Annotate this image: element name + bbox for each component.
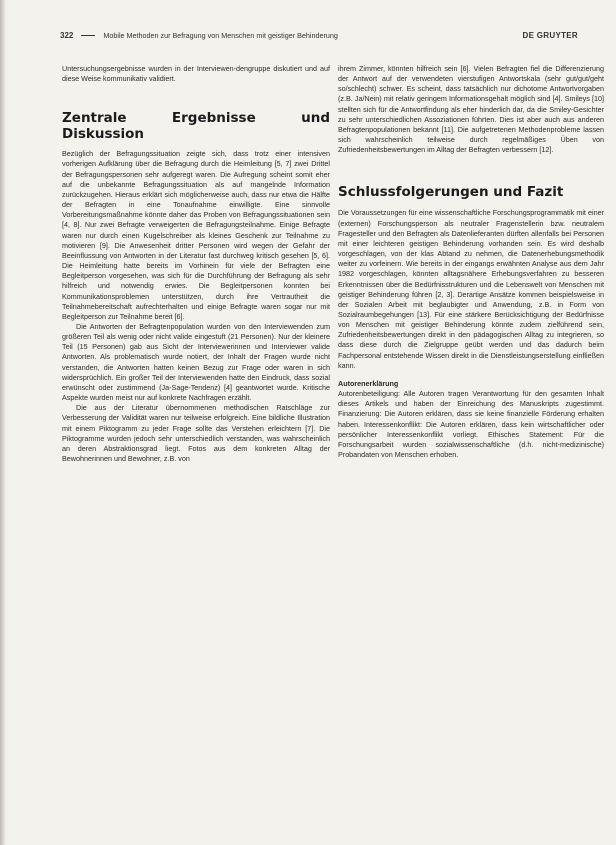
section-heading-conclusion: Schlussfolgerungen und Fazit xyxy=(338,184,564,201)
running-title: Mobile Methoden zur Befragung von Menschen mit geistiger Behinderung xyxy=(103,30,338,40)
results-paragraph-1: Bezüglich der Befragungssituation zeigte sich, dass trotz einer intensiven vorherigen Aufklärung über die Befragung durch die Heimleitung [5, 7] zwei Drittel der Befragungspersonen sehr aufgeregt waren. Die Aufregung scheint somit eher auf die unbekannte Befragungssituation als auf mangelnde Information zurückzugehen. Hieraus erklärt sich möglicherweise auch, dass nur etwa die Hälfte der Befragten in eine Tonaufnahme einwilligte. Eine sinnvolle Vorbereitungsmaßnahme könnte daher das Proben von Befragungssituationen sein [4, 8]. Nur zwei Befragte verweigerten die Befragungsteilnahme. Einige Befragte waren nur durch einen Kugelschreiber als kleines Geschenk zur Teilnahme zu motivieren [9]. Die Anwesenheit dritter Personen wird wegen der Gefahr der Beeinflussung von Antworten in der Literatur fast durchweg kritisch gesehen [5, 6]. Die Heimleitung hatte bereits im Vorhinein für viele der Befragten eine Begleitperson vorgesehen, was sich für die Durchführung der Befragung als sehr hilfreich und notwendig erwies. Die Begleitpersonen konnten bei Kommunikationsproblemen unterstützen, durch ihre Vertrautheit die Teilnahmebereitschaft aufrechterhalten und einige Befragte waren sogar nur mit Begleitperson zur Teilnahme bereit [6]. xyxy=(62,149,330,321)
right-column xyxy=(338,64,604,460)
results-paragraph-3: Die aus der Literatur übernommenen methodischen Ratschläge zur Verbesserung der Validität waren nur teilweise erfolgreich. Eine bildliche Illustration mit einem Piktogramm zu jeder Frage sollte das Verstehen erleichtern [7]. Die Piktogramme wurden jedoch sehr unterschiedlich verstanden, was wahrscheinlich an deren Abstraktionsgrad liegt. Fotos aus dem konkreten Alltag der Bewohnerinnen und Bewohner, z.B. von xyxy=(62,403,330,463)
author-statement: Autorenbeteiligung: Alle Autoren tragen Verantwortung für den gesamten Inhalt dieses Artikels und haben der Einreichung des Manuskripts zugestimmt. Finanzierung: Die Autoren erklären, dass sie keine finanzielle Förderung erhalten haben. Interessenkonflikt: Die Autoren erklären, dass kein wirtschaftlicher oder persönlicher Interessenkonflikt vorliegt. Ethisches Statement: Für die Forschungsarbeit wurden sozialwissenschaftliche (d.h. nicht-medizinische) Probandaten von Menschen erhoben. xyxy=(338,389,604,459)
page-number: 322 xyxy=(60,30,74,40)
header-dash xyxy=(81,35,95,36)
conclusion-paragraph: Die Voraussetzungen für eine wissenschaftliche Forschungsprogrammatik mit einer (externen) Forschungsperson als neutraler Fragenstellerin bzw. neutralem Fragesteller und den Befragten als Datenlieferanten dürften allenfalls bei Personen mit einer leichteren geistigen Behinderung vorhanden sein. Es wird deshalb vorgeschlagen, von der klas Abtand zu nehmen, die Datenerhebungsmethodik weiter zu vorfeinern. Wie bereits in der eingangs erwähnten Analyse aus dem Jahr 1982 vorgeschlagen, könnten alltagsnähere Erhebungsverfahren zu besseren Erkenntnissen über die Bedürfnisstrukturen und die Lebenswelt von Menschen mit geistiger Behinderung führen [2, 3]. Derartige Ansätze kommen beispielsweise in der Sozialen Arbeit mit beglaubigter und Anwendung, z.B. in Form von Sozialraumbegehungen [13]. Für eine stärkere Berücksichtigung der Bedürfnisse von Menschen mit geistiger Behinderung könnte zudem zielführend sein, Zufriedenheitsbewertungen direkt in den pädagogischen Alltag zu integrieren, so dass diese durch die Zielgruppe geübt werden und das dadurch beim Fachpersonal entstehende Wissen direkt in die Dienstleistungserstellung einfließen kann. xyxy=(338,208,604,370)
continued-paragraph: ihrem Zimmer, könnten hilfreich sein [6]. Vielen Befragten fiel die Differenzierung der Antwort auf der verwendeten vierstufigen Antwortskala (sehr gut/gut/geht so/schlecht) schwer. Es scheint, dass tatsächlich nur dichotome Antwortvorgaben (z.B. Ja/Nein) mit relativ geringem Informationsgehalt möglich sind [4]. Smileys [10] stellten sich für die Antwortfindung als eher hinderlich dar, da die Smiley-Gesichter zu sehr unterschiedlichen Assoziationen führten. Dies ist aber auch aus anderen Befragtenpopulationen bekannt [11]. Die aufgetretenen Methodenprobleme lassen sich wahrscheinlich teilweise durch regelmäßiges Üben von Zufriedenheitsbewertungen im Alltag der Befragten verbessern [12]. xyxy=(338,64,604,155)
author-section-heading: Autorenerklärung xyxy=(338,378,399,388)
intro-paragraph: Untersuchungsergebnisse wurden in der Interviewen-dengruppe diskutiert und auf diese Weise kommunikativ validiert. xyxy=(62,64,330,84)
publisher-logo: DE GRUYTER xyxy=(522,30,578,40)
scan-gutter-shadow xyxy=(0,0,6,845)
section-heading-results: Zentrale Ergebnisse und Diskussion xyxy=(62,110,330,143)
results-paragraph-2: Die Antworten der Befragtenpopulation wurden von den Interviewenden zum größeren Teil als wenig oder nicht valide eingestuft (21 Personen). Nur der kleinere Teil (15 Personen) gab aus Sicht der Interviewerinnen und Interviewer valide Antworten. Als problematisch wurde notiert, der Inhalt der Fragen wurde nicht verstanden, die Antworten hatten keinen Bezug zur Frage oder waren in sich widersprüchlich. Ein großer Teil der Interviewenden hatte den Eindruck, dass sozial erwünscht oder zustimmend (Ja-Sage-Tendenz) [4] geantwortet wurde. Kritische Aspekte wurden meist nur auf konkrete Nachfragen erzählt. xyxy=(62,321,330,403)
running-header xyxy=(60,28,578,42)
left-column xyxy=(62,64,330,464)
